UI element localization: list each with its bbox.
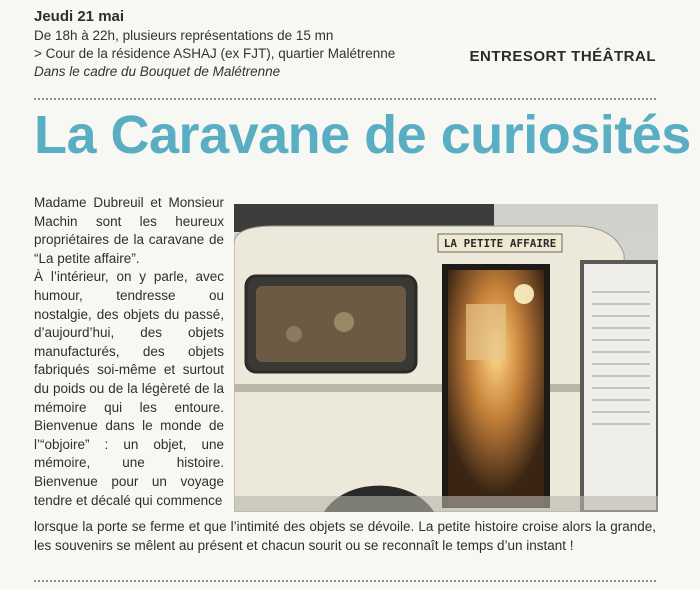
article-body <box>34 194 224 510</box>
paragraph-1: Madame Dubreuil et Monsieur Machin sont les heureux propriétaires de la caravane de “La petite affaire”. <box>34 195 224 266</box>
event-context: Dans le cadre du Bouquet de Malétrenne <box>34 64 281 79</box>
event-header <box>34 8 664 81</box>
page-title: La Caravane de curiosités <box>34 105 691 165</box>
caravan-photo <box>234 204 658 512</box>
event-date: Jeudi 21 mai <box>34 8 125 25</box>
top-divider <box>34 98 656 100</box>
event-time: De 18h à 22h, plusieurs représentations de 15 mn <box>34 28 334 43</box>
category-label: ENTRESORT THÉÂTRAL <box>469 48 656 65</box>
event-location: > Cour de la résidence ASHAJ (ex FJT), quartier Malétrenne <box>34 46 396 61</box>
paragraph-2: À l’intérieur, on y parle, avec humour, tendresse ou nostalgie, des objets du passé, d’aujourd’hui, des objets manufacturés, des objets fabriqués soi-même et surtout du poids ou de la légèreté de la mémoire qui les entoure. Bienvenue dans le monde de l’“objoire” : un objet, une mémoire, une histoire. Bienvenue pour un voyage tendre et décalé qui commence <box>34 269 224 508</box>
article-body-continued: lorsque la porte se ferme et que l’intimité des objets se dévoile. La petite histoire croise alors la grande, les souvenirs se mêlent au présent et chacun sourit ou se reconnaît le temps d’un instant ! <box>34 519 656 553</box>
caravan-illustration <box>234 204 658 512</box>
caravan-sign: LA PETITE AFFAIRE <box>443 237 557 250</box>
bottom-divider <box>34 580 656 582</box>
